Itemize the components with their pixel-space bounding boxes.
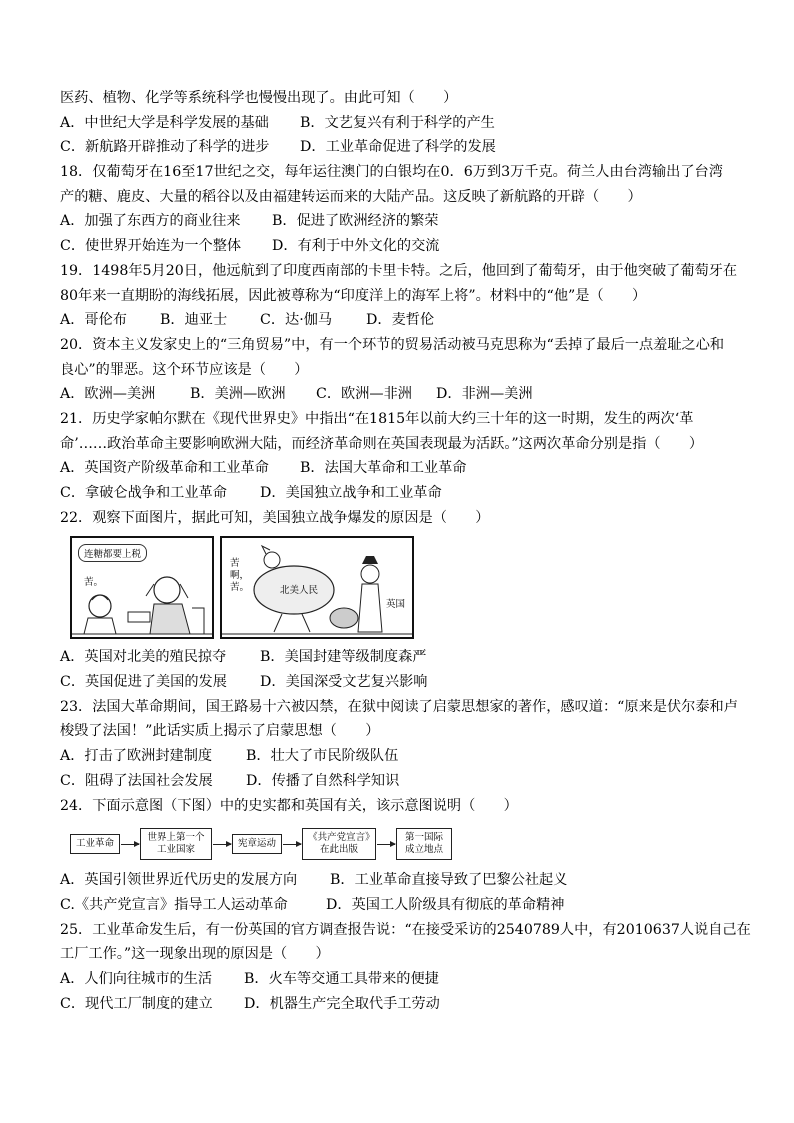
q22-option-a[interactable]: A．英国对北美的殖民掠夺: [60, 649, 227, 666]
q24-option-a[interactable]: A．英国引领世界近代历史的发展方向: [60, 872, 298, 889]
q23-option-c[interactable]: C．阻碍了法国社会发展: [60, 772, 213, 789]
q24-options-row2: [60, 893, 740, 918]
q19-stem-line1: 19．1498年5月20日，他远航到了印度西南部的卡里卡特。之后，他回到了葡萄牙，由于他突破了葡萄牙在: [60, 262, 738, 279]
q21-stem-line2: 命’……政治革命主要影响欧洲大陆，而经济革命则在英国表现最为活跃。”这两次革命分别是指（ ）: [60, 435, 704, 452]
q17-options-row1: [60, 111, 740, 136]
q20-stem-line2: 良心”的罪恶。这个环节应该是（ ）: [60, 361, 309, 378]
q21-option-a[interactable]: A．英国资产阶级革命和工业革命: [60, 460, 269, 477]
q17-option-c[interactable]: C．新航路开辟推动了科学的进步: [60, 139, 270, 156]
q25-options-row2: [60, 992, 740, 1017]
q22-option-d[interactable]: D．美国深受文艺复兴影响: [260, 674, 428, 691]
q24-flow-diagram: [70, 826, 740, 862]
q18-option-d[interactable]: D．有利于中外文化的交流: [272, 238, 440, 255]
q20-option-c[interactable]: C．欧洲—非洲: [316, 386, 412, 403]
q24-options-row1: [60, 868, 740, 893]
flow-arrow-3: [283, 844, 301, 845]
q18-options-row2: [60, 234, 740, 259]
exam-page: [60, 86, 751, 1016]
q25-option-d[interactable]: D．机器生产完全取代手工劳动: [244, 995, 440, 1012]
q17-options-row2: [60, 135, 740, 160]
comic-label-britain: 英国: [386, 599, 406, 611]
flow-box-4: 《共产党宣言》在此出版: [302, 828, 376, 860]
q18-option-c[interactable]: C．使世界开始连为一个整体: [60, 238, 242, 255]
q19-option-b[interactable]: B．迪亚士: [160, 312, 228, 329]
flow-arrow-1: [121, 844, 139, 845]
q21-option-d[interactable]: D．美国独立战争和工业革命: [260, 485, 442, 501]
q17-option-a[interactable]: A．中世纪大学是科学发展的基础: [60, 114, 269, 131]
q21-option-b[interactable]: B．法国大革命和工业革命: [300, 460, 467, 477]
q24-option-b[interactable]: B．工业革命直接导致了巴黎公社起义: [330, 872, 568, 889]
q18-stem-line2: 产的糖、鹿皮、大量的稻谷以及由福建转运而来的大陆产品。这反映了新航路的开辟（ ）: [60, 188, 642, 205]
q19-options: [60, 308, 740, 333]
q20-option-b[interactable]: B．美洲—欧洲: [190, 386, 286, 403]
q18-option-b[interactable]: B．促进了欧洲经济的繁荣: [272, 213, 439, 230]
q17-stem: 医药、植物、化学等系统科学也慢慢出现了。由此可知（ ）: [60, 90, 458, 106]
q22-option-c[interactable]: C．英国促进了美国的发展: [60, 674, 227, 691]
q24-stem: 24．下面示意图（下图）中的史实都和英国有关，该示意图说明（ ）: [60, 797, 518, 814]
flow-box-5: 第一国际成立地点: [396, 828, 452, 860]
q21-option-c[interactable]: C．拿破仑战争和工业革命: [60, 485, 227, 501]
comic-speech-bubble: 连糖都要上税: [78, 544, 147, 562]
q22-option-b[interactable]: B．美国封建等级制度森严: [260, 649, 427, 666]
comic-panel1-drawing: [72, 538, 212, 637]
q18-option-a[interactable]: A．加强了东西方的商业往来: [60, 213, 241, 230]
q25-options-row1: [60, 967, 740, 992]
q17-option-b[interactable]: B．文艺复兴有利于科学的产生: [300, 114, 495, 131]
q21-options-row2: [60, 481, 740, 506]
q25-option-c[interactable]: C．现代工厂制度的建立: [60, 995, 213, 1012]
comic-panel-1: [70, 536, 214, 639]
q24-option-c[interactable]: C.《共产党宣言》指导工人运动革命: [60, 896, 288, 913]
flow-box-3: 宪章运动: [232, 834, 282, 854]
q23-option-b[interactable]: B．壮大了市民阶级队伍: [246, 748, 399, 765]
q23-stem-line2: 梭毁了法国！”此话实质上揭示了启蒙思想（ ）: [60, 723, 380, 740]
q22-options-row1: [60, 645, 740, 670]
q21-options-row1: [60, 456, 740, 481]
comic-label-north-america: 北美人民: [280, 585, 319, 597]
flow-arrow-2: [213, 844, 231, 845]
q24-option-d[interactable]: D．英国工人阶级具有彻底的革命精神: [326, 896, 565, 913]
q18-stem-line1: 18．仅葡萄牙在16至17世纪之交，每年运往澳门的白银均在0．6万到3万千克。荷兰人由台湾输出了台湾: [60, 164, 723, 181]
q19-option-a[interactable]: A．哥伦布: [60, 312, 127, 329]
q25-stem-line2: 工厂工作。”这一现象出现的原因是（ ）: [60, 946, 330, 963]
flow-box-2: 世界上第一个工业国家: [140, 828, 212, 860]
flow-arrow-4: [377, 844, 395, 845]
q20-stem-line1: 20．资本主义发家史上的“三角贸易”中，有一个环节的贸易活动被马克思称为“丢掉了最后一点羞耻之心和: [60, 336, 725, 353]
comic-panel2-word: 苦啊，苦。: [230, 558, 250, 594]
q20-options: [60, 382, 740, 407]
comic-panel1-word: 苦。: [84, 577, 104, 589]
q20-option-a[interactable]: A．欧洲—美洲: [60, 386, 156, 403]
comic-panel-2: [220, 536, 414, 639]
q25-option-a[interactable]: A．人们向往城市的生活: [60, 970, 213, 987]
q23-options-row1: [60, 744, 740, 769]
q23-option-a[interactable]: A．打击了欧洲封建制度: [60, 748, 213, 765]
q22-options-row2: [60, 670, 740, 695]
q19-stem-line2: 80年来一直期盼的海线拓展，因此被尊称为“印度洋上的海军上将”。材料中的“他”是（ ）: [60, 287, 647, 304]
q20-option-d[interactable]: D．非洲—美洲: [436, 386, 533, 403]
q19-option-c[interactable]: C．达·伽马: [260, 312, 333, 329]
q23-options-row2: [60, 769, 740, 794]
q21-stem-line1: 21．历史学家帕尔默在《现代世界史》中指出“在1815年以前大约三十年的这一时期，发生的两次‘革: [60, 410, 694, 427]
q23-option-d[interactable]: D．传播了自然科学知识: [246, 772, 400, 789]
q23-stem-line1: 23．法国大革命期间，国王路易十六被囚禁，在狱中阅读了启蒙思想家的著作，感叹道：“原来是伏尔泰和卢: [60, 698, 738, 715]
q22-stem: 22．观察下面图片，据此可知，美国独立战争爆发的原因是（ ）: [60, 509, 490, 526]
q25-option-b[interactable]: B．火车等交通工具带来的便捷: [244, 970, 439, 987]
flow-box-1: 工业革命: [70, 834, 120, 854]
q25-stem-line1: 25．工业革命发生后，有一份英国的官方调查报告说：“在接受采访的2540789人中，有2010637人说自己在: [60, 921, 751, 938]
q18-options-row1: [60, 209, 740, 234]
q22-comic: [70, 536, 740, 639]
q19-option-d[interactable]: D．麦哲伦: [366, 312, 435, 329]
q17-option-d[interactable]: D．工业革命促进了科学的发展: [300, 139, 496, 156]
